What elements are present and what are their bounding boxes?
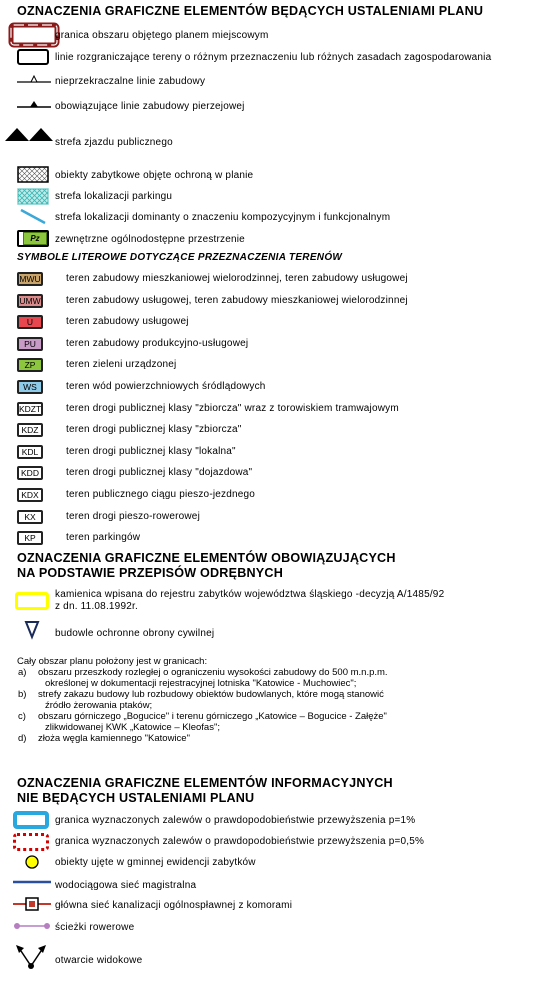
bounds-line: strefy zakazu budowy lub rozbudowy obiektów budowlanych, które mogą stanowić	[38, 689, 384, 700]
land-use-label: teren zabudowy mieszkaniowej wielorodzinnej, teren zabudowy usługowej	[66, 273, 408, 284]
land-use-code-badge: U	[17, 315, 43, 329]
legend-item-label: otwarcie widokowe	[55, 955, 143, 966]
land-use-label: teren drogi publicznej klasy "zbiorcza"	[66, 424, 242, 435]
bounds-intro: Cały obszar planu położony jest w granicach:	[17, 656, 208, 667]
legend-item-label: strefa lokalizacji dominanty o znaczeniu kompozycyjnym i funkcjonalnym	[55, 212, 391, 223]
sewer-main-symbol	[13, 896, 51, 912]
land-use-code-badge: PU	[17, 337, 43, 351]
land-use-label: teren zabudowy produkcyjno-usługowej	[66, 338, 249, 349]
frontage-line-symbol	[17, 99, 51, 111]
legend-item-label: granica obszaru objętego planem miejscowym	[55, 30, 269, 41]
viewpoint-icon	[16, 944, 46, 974]
legend-item-label: obiekty zabytkowe objęte ochroną w planie	[55, 170, 254, 181]
land-use-code-badge: KDD	[17, 466, 43, 480]
civil-defense-triangle-icon	[24, 620, 40, 640]
bounds-line: źródło żerowania ptaków;	[45, 700, 153, 711]
legend-item-label: granica wyznaczonych zalewów o prawdopodobieństwie przewyższenia p=1%	[55, 815, 416, 826]
dividing-line-symbol	[17, 49, 49, 65]
land-use-code-badge: ZP	[17, 358, 43, 372]
legend-item-label: obiekty ujęte w gminnej ewidencji zabytków	[55, 857, 256, 868]
kamienica-line2: z dn. 11.08.1992r.	[55, 601, 138, 612]
bike-path-symbol	[13, 920, 51, 932]
civil-defense-label: budowle ochronne obrony cywilnej	[55, 628, 215, 639]
bounds-line: obszaru górniczego „Bogucice" i terenu górniczego „Katowice – Bogucice - Załęże"	[38, 711, 387, 722]
land-use-code-badge: KDZT	[19, 404, 42, 414]
heritage-record-icon	[24, 854, 40, 870]
building-line-symbol	[17, 74, 51, 86]
land-use-label: teren zabudowy usługowej	[66, 316, 189, 327]
legend-item-label: linie rozgraniczające tereny o różnym przeznaczeniu lub różnych zasadach zagospodarowania	[55, 52, 492, 63]
public-space-symbol	[17, 230, 49, 247]
land-use-label: teren drogi publicznej klasy "lokalna"	[66, 446, 236, 457]
section2-title: SYMBOLE LITEROWE DOTYCZĄCE PRZEZNACZENIA TERENÓW	[17, 252, 343, 263]
land-use-code-badge: KDL	[17, 445, 43, 459]
land-use-code-badge: KP	[17, 531, 43, 545]
legend-item-label: zewnętrzne ogólnodostępne przestrzenie	[55, 234, 245, 245]
land-use-code-badge: MWU	[17, 272, 43, 286]
registered-monument-symbol	[15, 592, 49, 610]
bounds-line: zlikwidowanej KWK „Katowice – Kleofas";	[45, 722, 220, 733]
land-use-label: teren drogi publicznej klasy "dojazdowa"	[66, 467, 253, 478]
water-main-symbol	[13, 878, 51, 886]
flood-1pct-symbol	[13, 811, 49, 829]
pz-code: Pz	[23, 232, 47, 245]
legend-item-label: strefa lokalizacji parkingu	[55, 191, 173, 202]
land-use-label: teren parkingów	[66, 532, 141, 543]
legend-item-label: strefa zjazdu publicznego	[55, 137, 173, 148]
land-use-label: teren zabudowy usługowej, teren zabudowy mieszkaniowej wielorodzinnej	[66, 295, 408, 306]
flood-05pct-symbol	[13, 833, 49, 851]
section3-title-line1: OZNACZENIA GRAFICZNE ELEMENTÓW OBOWIĄZUJĄCYCH	[17, 551, 396, 565]
legend-item-label: główna sieć kanalizacji ogólnospławnej z komorami	[55, 900, 293, 911]
section3-title-line2: NA PODSTAWIE PRZEPISÓW ODRĘBNYCH	[17, 566, 283, 580]
legend-item-label: ścieżki rowerowe	[55, 922, 135, 933]
land-use-label: teren zieleni urządzonej	[66, 359, 177, 370]
land-use-code-badge: KDZ	[17, 423, 43, 437]
section4-title-line2: NIE BĘDĄCYCH USTALENIAMI PLANU	[17, 791, 255, 805]
land-use-code-badge: KDX	[17, 488, 43, 502]
land-use-code-badge: WS	[17, 380, 43, 394]
kamienica-line1: kamienica wpisana do rejestru zabytków województwa śląskiego -decyzją A/1485/92	[55, 589, 445, 600]
land-use-label: teren publicznego ciągu pieszo-jezdnego	[66, 489, 256, 500]
land-use-label: teren wód powierzchniowych śródlądowych	[66, 381, 266, 392]
legend-item-label: obowiązujące linie zabudowy pierzejowej	[55, 101, 245, 112]
land-use-label: teren drogi publicznej klasy "zbiorcza" wraz z torowiskiem tramwajowym	[66, 403, 399, 414]
bounds-marker: a)	[18, 667, 27, 678]
legend-item-label: nieprzekraczalne linie zabudowy	[55, 76, 206, 87]
land-use-label: teren drogi pieszo-rowerowej	[66, 511, 200, 522]
dominant-zone-symbol	[17, 208, 49, 225]
bounds-marker: b)	[18, 689, 27, 700]
plan-boundary-symbol	[8, 22, 60, 48]
legend-item-label: wodociągowa sieć magistralna	[55, 880, 197, 891]
bounds-line: obszaru przeszkody rozległej o ograniczeniu wysokości zabudowy do 500 m.n.p.m.	[38, 667, 388, 678]
bounds-line: określonej w dokumentacji rejestracyjnej lotniska "Katowice - Muchowiec";	[45, 678, 357, 689]
bounds-marker: d)	[18, 733, 27, 744]
land-use-code-badge: KX	[17, 510, 43, 524]
land-use-code-badge: UMW	[17, 294, 43, 308]
public-exit-symbol	[5, 125, 55, 141]
section1-title: OZNACZENIA GRAFICZNE ELEMENTÓW BĘDĄCYCH USTALENIAMI PLANU	[17, 4, 484, 18]
parking-zone-symbol	[17, 188, 49, 205]
bounds-marker: c)	[18, 711, 26, 722]
bounds-line: złoża węgla kamiennego "Katowice"	[38, 733, 190, 744]
protected-monument-symbol	[17, 166, 49, 183]
section4-title-line1: OZNACZENIA GRAFICZNE ELEMENTÓW INFORMACYJNYCH	[17, 776, 393, 790]
legend-item-label: granica wyznaczonych zalewów o prawdopodobieństwie przewyższenia p=0,5%	[55, 836, 425, 847]
